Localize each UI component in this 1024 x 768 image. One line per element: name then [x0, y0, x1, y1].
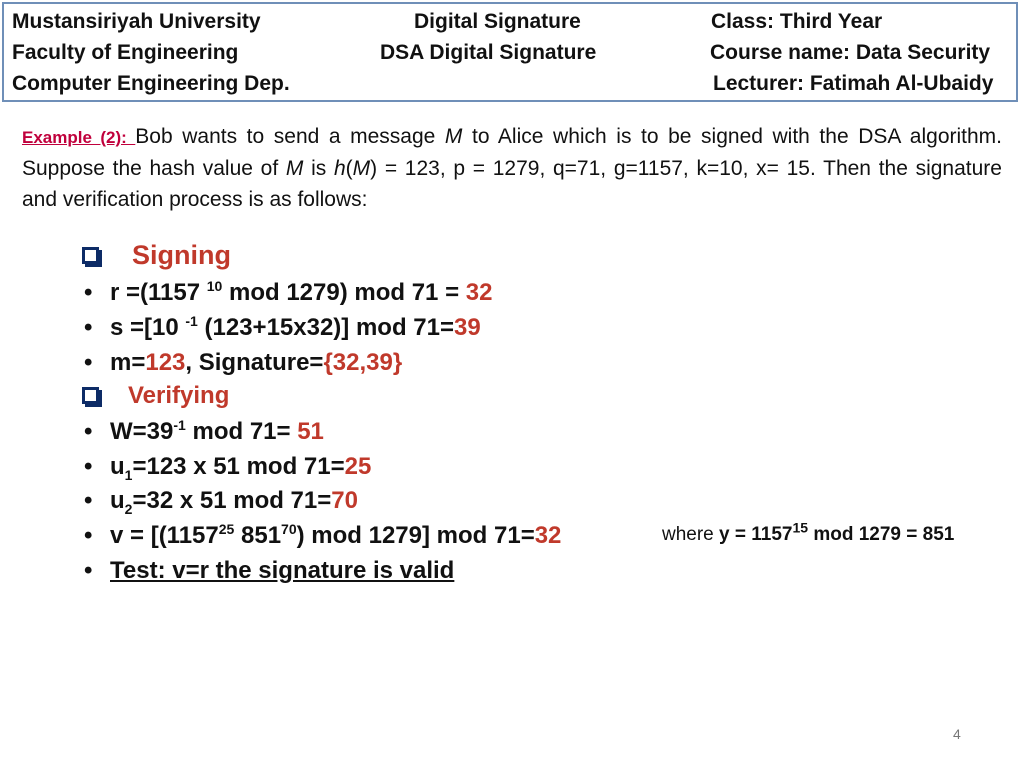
intro-text: to Alice which is to be signed with the DSA algorithm. Suppose the hash value of	[22, 125, 1003, 180]
department-label: Computer Engineering Dep.	[12, 72, 290, 95]
slide-header	[2, 2, 1018, 102]
class-label: Class: Third Year	[711, 10, 883, 33]
intro-var: M	[285, 157, 304, 180]
bullet-icon: •	[84, 453, 93, 480]
intro-var: M	[444, 125, 463, 148]
lecturer-label: Lecturer: Fatimah Al-Ubaidy	[713, 72, 994, 95]
bullet-icon: •	[84, 487, 93, 514]
signing-s-line: s =[10 $^{-1}$ (123+15x32)] mod 71=39	[110, 313, 481, 341]
example-label: Example (2):	[22, 128, 136, 147]
bullet-icon: •	[84, 279, 93, 306]
bullet-icon: •	[84, 314, 93, 341]
bullet-icon: •	[84, 349, 93, 376]
faculty-label: Faculty of Engineering	[12, 41, 239, 64]
signing-m-line: m=123, Signature={32,39}	[110, 349, 403, 376]
intro-text: Bob wants to send a message	[135, 125, 445, 148]
course-label: Course name: Data Security	[710, 41, 991, 64]
checkbox-bullet-icon	[82, 247, 99, 264]
verifying-heading: Verifying	[128, 382, 230, 409]
page-number: 4	[953, 726, 961, 742]
intro-text: (	[345, 157, 353, 180]
verify-u2-line: $u_2=32$ x 51 mod 71=70	[110, 487, 358, 517]
signing-heading: Signing	[132, 240, 231, 270]
topic-label: Digital Signature	[414, 10, 581, 33]
y-note: where $y = 1157^{15}$ mod 1279 = 851	[662, 519, 955, 545]
signing-r-line: r =(1157 $^{10}$ mod 1279) mod 71 = 32	[110, 278, 493, 306]
bullet-icon: •	[84, 522, 93, 549]
bullet-icon: •	[84, 557, 93, 584]
intro-text: is	[303, 157, 334, 180]
intro-var: M	[352, 157, 371, 180]
example-intro	[22, 121, 1002, 215]
verify-v-line: $v = [(1157^{25}$ $851^{70}$) mod 1279] mod 71=32	[110, 521, 562, 549]
verify-w-line: $W=39^{-1}$ mod 71= 51	[110, 417, 324, 445]
bullet-icon: •	[84, 418, 93, 445]
subtopic-label: DSA Digital Signature	[380, 41, 597, 64]
checkbox-bullet-icon	[82, 387, 99, 404]
verify-u1-line: $u_1=123$ x 51 mod 71=25	[110, 453, 372, 483]
verify-test-line: Test: v=r the signature is valid	[110, 557, 455, 584]
intro-text: ) = 123, p = 1279, q=71, g=1157, k=10, x= 15. Then the signature and verification process is as follows:	[22, 157, 1002, 211]
university-label: Mustansiriyah University	[12, 10, 261, 33]
intro-var: h	[333, 157, 346, 180]
